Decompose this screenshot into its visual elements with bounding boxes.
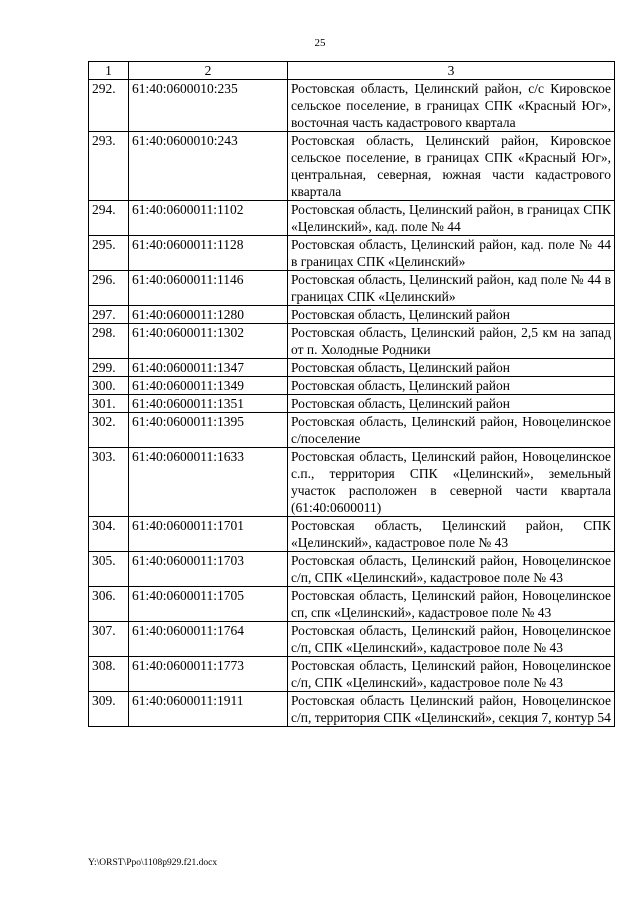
- column-header-number: 1: [89, 62, 129, 80]
- row-number-cell: 305.: [89, 552, 129, 587]
- row-number-cell: 299.: [89, 359, 129, 377]
- address-description-cell: Ростовская область, Целинский район, Новоцелинское сп, спк «Целинский», кадастровое поле № 43: [288, 587, 615, 622]
- address-description-cell: Ростовская область, Целинский район, кад поле № 44 в границах СПК «Целинский»: [288, 271, 615, 306]
- cadastral-number-cell: 61:40:0600011:1703: [129, 552, 288, 587]
- table-row: [89, 395, 615, 413]
- row-number-cell: 306.: [89, 587, 129, 622]
- address-description-cell: Ростовская область, Целинский район, в границах СПК «Целинский», кад. поле № 44: [288, 201, 615, 236]
- address-description-cell: Ростовская область, Целинский район: [288, 306, 615, 324]
- address-description-cell: Ростовская область, Целинский район: [288, 359, 615, 377]
- address-description-cell: Ростовская область, Целинский район: [288, 377, 615, 395]
- row-number-cell: 295.: [89, 236, 129, 271]
- table-row: [89, 80, 615, 132]
- cadastral-number-cell: 61:40:0600011:1146: [129, 271, 288, 306]
- land-plot-table: [88, 61, 615, 727]
- row-number-cell: 304.: [89, 517, 129, 552]
- table-row: [89, 448, 615, 517]
- row-number-cell: 297.: [89, 306, 129, 324]
- cadastral-number-cell: 61:40:0600011:1347: [129, 359, 288, 377]
- address-description-cell: Ростовская область, Целинский район, Новоцелинское с.п., территория СПК «Целинский», земельный участок расположен в северной части квартала (61:40:0600011): [288, 448, 615, 517]
- address-description-cell: Ростовская область, Целинский район, 2,5 км на запад от п. Холодные Родники: [288, 324, 615, 359]
- row-number-cell: 300.: [89, 377, 129, 395]
- cadastral-number-cell: 61:40:0600011:1351: [129, 395, 288, 413]
- table-header-row: [89, 62, 615, 80]
- table-row: [89, 324, 615, 359]
- document-file-path: Y:\ORST\Ppo\1108p929.f21.docx: [88, 858, 218, 868]
- cadastral-number-cell: 61:40:0600011:1349: [129, 377, 288, 395]
- column-header-description: 3: [288, 62, 615, 80]
- row-number-cell: 309.: [89, 692, 129, 727]
- table-row: [89, 236, 615, 271]
- table-row: [89, 201, 615, 236]
- cadastral-number-cell: 61:40:0600011:1911: [129, 692, 288, 727]
- row-number-cell: 302.: [89, 413, 129, 448]
- row-number-cell: 293.: [89, 132, 129, 201]
- cadastral-number-cell: 61:40:0600011:1773: [129, 657, 288, 692]
- table-row: [89, 587, 615, 622]
- row-number-cell: 294.: [89, 201, 129, 236]
- cadastral-number-cell: 61:40:0600011:1280: [129, 306, 288, 324]
- address-description-cell: Ростовская область, Целинский район, Новоцелинское с/п, СПК «Целинский», кадастровое поле № 43: [288, 622, 615, 657]
- cadastral-number-cell: 61:40:0600010:235: [129, 80, 288, 132]
- cadastral-number-cell: 61:40:0600011:1102: [129, 201, 288, 236]
- address-description-cell: Ростовская область, Целинский район, Новоцелинское с/п, СПК «Целинский», кадастровое поле № 43: [288, 552, 615, 587]
- table-row: [89, 622, 615, 657]
- address-description-cell: Ростовская область, Целинский район, кад. поле № 44 в границах СПК «Целинский»: [288, 236, 615, 271]
- address-description-cell: Ростовская область Целинский район, Новоцелинское с/п, территория СПК «Целинский», секция 7, контур 54: [288, 692, 615, 727]
- column-header-cadastral: 2: [129, 62, 288, 80]
- row-number-cell: 301.: [89, 395, 129, 413]
- cadastral-number-cell: 61:40:0600011:1701: [129, 517, 288, 552]
- row-number-cell: 307.: [89, 622, 129, 657]
- row-number-cell: 303.: [89, 448, 129, 517]
- cadastral-number-cell: 61:40:0600011:1633: [129, 448, 288, 517]
- cadastral-number-cell: 61:40:0600011:1395: [129, 413, 288, 448]
- table-row: [89, 271, 615, 306]
- cadastral-number-cell: 61:40:0600011:1128: [129, 236, 288, 271]
- address-description-cell: Ростовская область, Целинский район: [288, 395, 615, 413]
- row-number-cell: 292.: [89, 80, 129, 132]
- row-number-cell: 298.: [89, 324, 129, 359]
- table-row: [89, 306, 615, 324]
- table-row: [89, 692, 615, 727]
- cadastral-number-cell: 61:40:0600011:1764: [129, 622, 288, 657]
- cadastral-number-cell: 61:40:0600010:243: [129, 132, 288, 201]
- page-number: 25: [314, 37, 326, 49]
- table-row: [89, 552, 615, 587]
- table-row: [89, 517, 615, 552]
- address-description-cell: Ростовская область, Целинский район, Новоцелинское с/п, СПК «Целинский», кадастровое поле № 43: [288, 657, 615, 692]
- row-number-cell: 296.: [89, 271, 129, 306]
- address-description-cell: Ростовская область, Целинский район, СПК «Целинский», кадастровое поле № 43: [288, 517, 615, 552]
- table-row: [89, 132, 615, 201]
- cadastral-number-cell: 61:40:0600011:1302: [129, 324, 288, 359]
- address-description-cell: Ростовская область, Целинский район, Кировское сельское поселение, в границах СПК «Красный Юг», центральная, северная, южная части кадастрового квартала: [288, 132, 615, 201]
- cadastral-number-cell: 61:40:0600011:1705: [129, 587, 288, 622]
- table-row: [89, 359, 615, 377]
- address-description-cell: Ростовская область, Целинский район, Новоцелинское с/поселение: [288, 413, 615, 448]
- table-row: [89, 657, 615, 692]
- address-description-cell: Ростовская область, Целинский район, с/с Кировское сельское поселение, в границах СПК «Красный Юг», восточная часть кадастрового квартала: [288, 80, 615, 132]
- table-row: [89, 413, 615, 448]
- table-row: [89, 377, 615, 395]
- row-number-cell: 308.: [89, 657, 129, 692]
